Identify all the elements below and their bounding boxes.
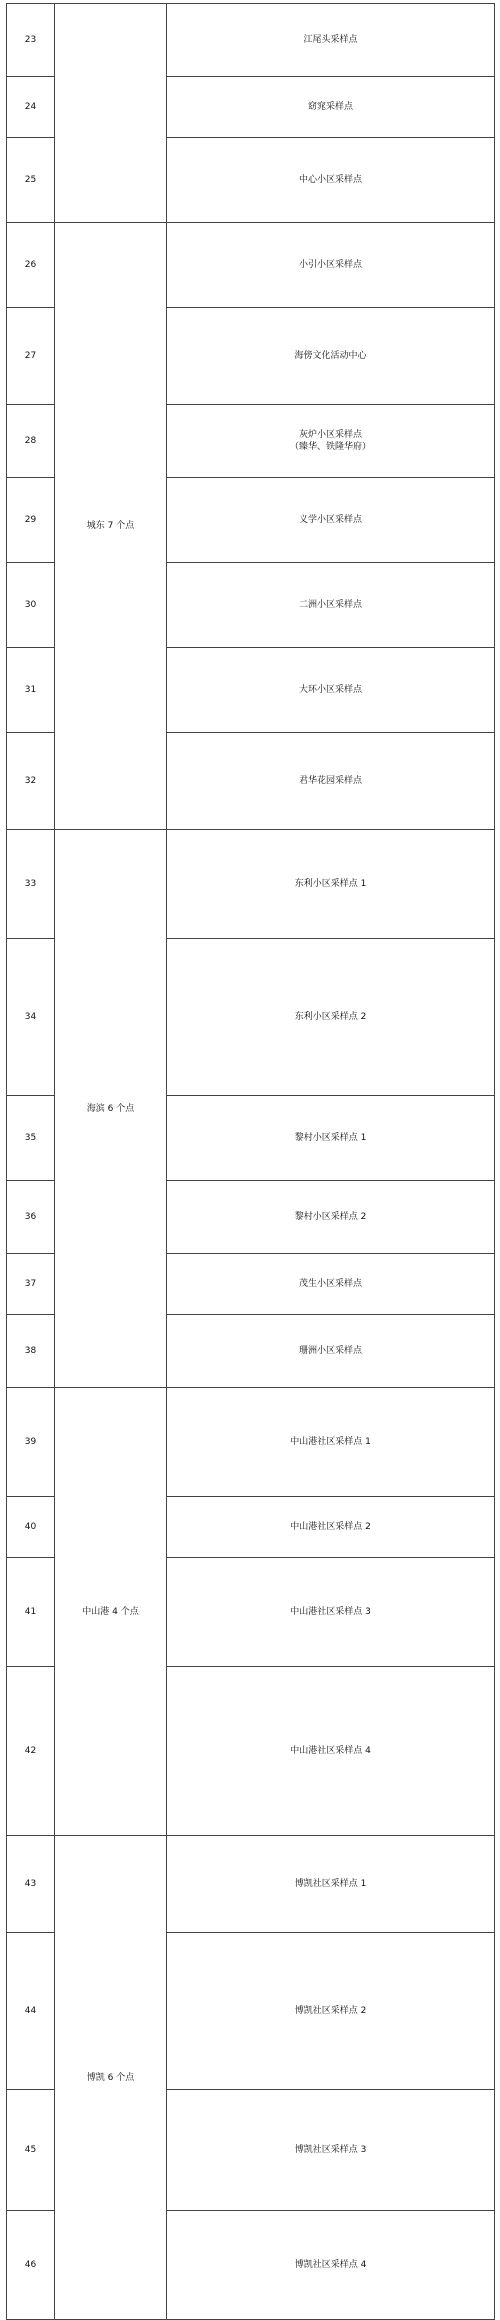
sampling-points-table [6, 3, 495, 2320]
sampling-point-name: 窈窕采样点 [167, 77, 495, 138]
row-number: 31 [7, 648, 55, 733]
sampling-point-name: 大环小区采样点 [167, 648, 495, 733]
district-group-cell [55, 4, 167, 223]
row-number: 34 [7, 939, 55, 1096]
sampling-point-name: 二洲小区采样点 [167, 563, 495, 648]
sampling-point-name: 博凯社区采样点 2 [167, 1933, 495, 2090]
district-group-cell: 城东 7 个点 [55, 223, 167, 830]
sampling-point-name: 黎村小区采样点 1 [167, 1096, 495, 1181]
row-number: 25 [7, 138, 55, 223]
row-number: 35 [7, 1096, 55, 1181]
row-number: 33 [7, 830, 55, 939]
row-number: 40 [7, 1497, 55, 1558]
table-row [7, 223, 495, 308]
sampling-point-name: 茂生小区采样点 [167, 1254, 495, 1315]
row-number: 39 [7, 1388, 55, 1497]
district-group-cell: 博凯 6 个点 [55, 1836, 167, 2320]
district-group-cell: 中山港 4 个点 [55, 1388, 167, 1836]
sampling-point-name: 珊洲小区采样点 [167, 1315, 495, 1388]
row-number: 41 [7, 1558, 55, 1667]
sampling-point-name: 江尾头采样点 [167, 4, 495, 77]
table-row [7, 1836, 495, 1933]
sampling-point-name: 博凯社区采样点 1 [167, 1836, 495, 1933]
row-number: 36 [7, 1181, 55, 1254]
sampling-point-name: 小引小区采样点 [167, 223, 495, 308]
sampling-point-name: 东利小区采样点 1 [167, 830, 495, 939]
district-group-cell: 海滨 6 个点 [55, 830, 167, 1388]
sampling-point-name [167, 405, 495, 478]
row-number: 27 [7, 308, 55, 405]
row-number: 26 [7, 223, 55, 308]
row-number: 28 [7, 405, 55, 478]
table-row [7, 4, 495, 77]
sampling-point-name: 海傍文化活动中心 [167, 308, 495, 405]
row-number: 43 [7, 1836, 55, 1933]
sampling-point-name: 君华花园采样点 [167, 733, 495, 830]
sampling-point-name-line: （臻华、铁隆华府） [290, 442, 372, 452]
sampling-point-name: 黎村小区采样点 2 [167, 1181, 495, 1254]
row-number: 38 [7, 1315, 55, 1388]
sampling-point-name: 中心小区采样点 [167, 138, 495, 223]
sampling-point-name: 东利小区采样点 2 [167, 939, 495, 1096]
sampling-point-name-line: 灰炉小区采样点 [299, 430, 363, 440]
sampling-point-name: 中山港社区采样点 2 [167, 1497, 495, 1558]
row-number: 32 [7, 733, 55, 830]
row-number: 24 [7, 77, 55, 138]
row-number: 44 [7, 1933, 55, 2090]
sampling-point-name: 中山港社区采样点 1 [167, 1388, 495, 1497]
row-number: 45 [7, 2090, 55, 2211]
row-number: 42 [7, 1667, 55, 1836]
row-number: 46 [7, 2211, 55, 2320]
row-number: 37 [7, 1254, 55, 1315]
table-row [7, 1388, 495, 1497]
row-number: 30 [7, 563, 55, 648]
sampling-point-name: 义学小区采样点 [167, 478, 495, 563]
sampling-point-name: 中山港社区采样点 3 [167, 1558, 495, 1667]
sampling-point-name: 博凯社区采样点 4 [167, 2211, 495, 2320]
row-number: 29 [7, 478, 55, 563]
table-body [7, 4, 495, 2320]
sampling-point-name: 博凯社区采样点 3 [167, 2090, 495, 2211]
sampling-point-name: 中山港社区采样点 4 [167, 1667, 495, 1836]
row-number: 23 [7, 4, 55, 77]
table-row [7, 830, 495, 939]
